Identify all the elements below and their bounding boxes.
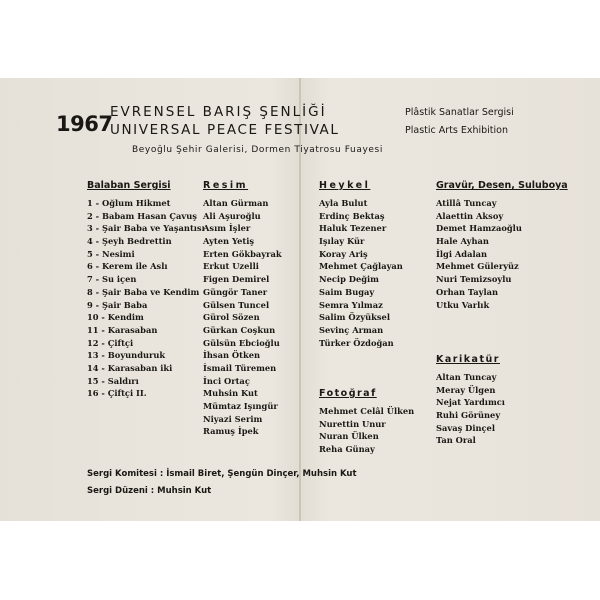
heykel-list-item: Haluk Tezener [319,223,387,234]
gravur-list-item: Atillâ Tuncay [436,198,497,208]
fotograf-list-item: Mehmet Celâl Ülken [319,406,415,416]
heykel-list-item: Saim Bugay [319,286,375,297]
balaban-list-item: 1 - Oğlum Hikmet [87,198,171,208]
year: 1967 [56,112,113,136]
gravur-list-item: Orhan Taylan [436,286,499,297]
resim-list-item: Ali Aşuroğlu [203,210,261,221]
balaban-list-item: 11 - Karasaban [87,324,158,335]
balaban-list-item: 7 - Su içen [87,274,137,285]
balaban-list-item: 6 - Kerem ile Aslı [87,261,168,272]
committee-line: Sergi Komitesi : İsmail Biret, Şengün Dinçer, Muhsin Kut [87,469,357,479]
resim-list [203,197,282,438]
gravur-column [436,179,568,311]
resim-list-item: Ayten Yetiş [203,236,255,247]
gravur-list-item: Hale Ayhan [436,236,489,247]
heykel-list-item: Işılay Kür [319,236,365,247]
resim-list-item: Güngör Taner [203,286,268,297]
balaban-list-item: 4 - Şeyh Bedrettin [87,236,172,247]
resim-list-item: Erten Gökbayrak [203,248,282,259]
heykel-list-item: Salim Özyüksel [319,312,390,323]
heykel-list [319,197,403,349]
karikatur-list-item: Altan Tuncay [436,372,497,382]
title-english: UNIVERSAL PEACE FESTIVAL [110,122,340,138]
balaban-heading: Balaban Sergisi [87,180,171,191]
heykel-list-item: Koray Ariş [319,248,368,259]
balaban-list-item: 2 - Babam Hasan Çavuş [87,210,197,221]
title-turkish: EVRENSEL BARIŞ ŞENLİĞİ [110,104,327,120]
resim-list-item: Gülsün Ebcioğlu [203,337,280,348]
karikatur-list-item: Meray Ülgen [436,384,496,395]
heykel-column [319,179,403,349]
resim-list-item: İhsan Ötken [203,350,261,361]
karikatur-heading: Karikatür [436,354,500,365]
heykel-list-item: Ayla Bulut [319,198,368,208]
balaban-list-item: 5 - Nesimi [87,248,135,259]
balaban-list-item: 16 - Çiftçi II. [87,388,147,399]
resim-list-item: Altan Gürman [203,198,269,208]
resim-heading: Resim [203,180,249,191]
heykel-list-item: Sevinç Arman [319,324,384,335]
venue: Beyoğlu Şehir Galerisi, Dormen Tiyatrosu Fuayesi [132,145,383,155]
balaban-list-item: 13 - Boyunduruk [87,350,166,361]
gravur-list-item: Alaettin Aksoy [436,210,504,221]
resim-list-item: Figen Demirel [203,274,270,285]
resim-list-item: Mümtaz Işıngür [203,401,278,411]
gravur-list-item: İlgi Adalan [436,248,488,259]
gravur-list-item: Demet Hamzaoğlu [436,223,522,234]
gravur-list [436,197,568,311]
gravur-heading: Gravür, Desen, Suluboya [436,180,568,191]
resim-list-item: İnci Ortaç [203,375,250,386]
balaban-list-item: 3 - Şair Baba ve Yaşantısı [87,223,205,234]
resim-list-item: Gürkan Coşkun [203,324,276,335]
heykel-list-item: Türker Özdoğan [319,337,394,348]
fotograf-list-item: Reha Günay [319,444,375,455]
heykel-list-item: Mehmet Çağlayan [319,261,403,272]
gravur-list-item: Nuri Temizsoylu [436,274,512,285]
balaban-list-item: 9 - Şair Baba [87,299,148,310]
balaban-list-item: 12 - Çiftçi [87,337,134,348]
resim-list-item: Erkut Uzelli [203,261,259,272]
heykel-list-item: Necip Değim [319,274,379,285]
arrangement-line: Sergi Düzeni : Muhsin Kut [87,486,212,496]
fotograf-list [319,405,414,456]
fotograf-heading: Fotoğraf [319,388,377,399]
heykel-heading: Heykel [319,180,371,191]
resim-list-item: Niyazi Serim [203,413,263,424]
karikatur-list-item: Nejat Yardımcı [436,397,505,408]
resim-list-item: Asım İşler [203,223,251,234]
karikatur-column [436,353,505,447]
balaban-list-item: 10 - Kendim [87,312,144,323]
gravur-list-item: Utku Varlık [436,299,490,310]
balaban-list-item: 8 - Şair Baba ve Kendim [87,286,200,297]
resim-list-item: Ramuş İpek [203,426,259,437]
subtitle-turkish: Plâstik Sanatlar Sergisi [405,107,514,118]
resim-list-item: Muhsin Kut [203,388,258,399]
subtitle-english: Plastic Arts Exhibition [405,125,508,136]
balaban-column [87,179,205,400]
karikatur-list-item: Tan Oral [436,435,476,446]
balaban-list [87,197,205,400]
fotograf-column [319,387,414,456]
karikatur-list [436,371,505,447]
fotograf-list-item: Nurettin Unur [319,418,386,429]
resim-list-item: Gülsen Tuncel [203,299,270,310]
heykel-list-item: Erdinç Bektaş [319,210,385,221]
karikatur-list-item: Savaş Dinçel [436,422,495,433]
fotograf-list-item: Nuran Ülken [319,431,379,442]
karikatur-list-item: Ruhi Görüney [436,410,501,421]
resim-column [203,179,282,438]
heykel-list-item: Semra Yılmaz [319,299,383,310]
balaban-list-item: 15 - Saldırı [87,375,139,386]
resim-list-item: İsmail Türemen [203,362,277,373]
gravur-list-item: Mehmet Güleryüz [436,261,519,272]
balaban-list-item: 14 - Karasaban iki [87,362,173,373]
resim-list-item: Gürol Sözen [203,312,260,323]
